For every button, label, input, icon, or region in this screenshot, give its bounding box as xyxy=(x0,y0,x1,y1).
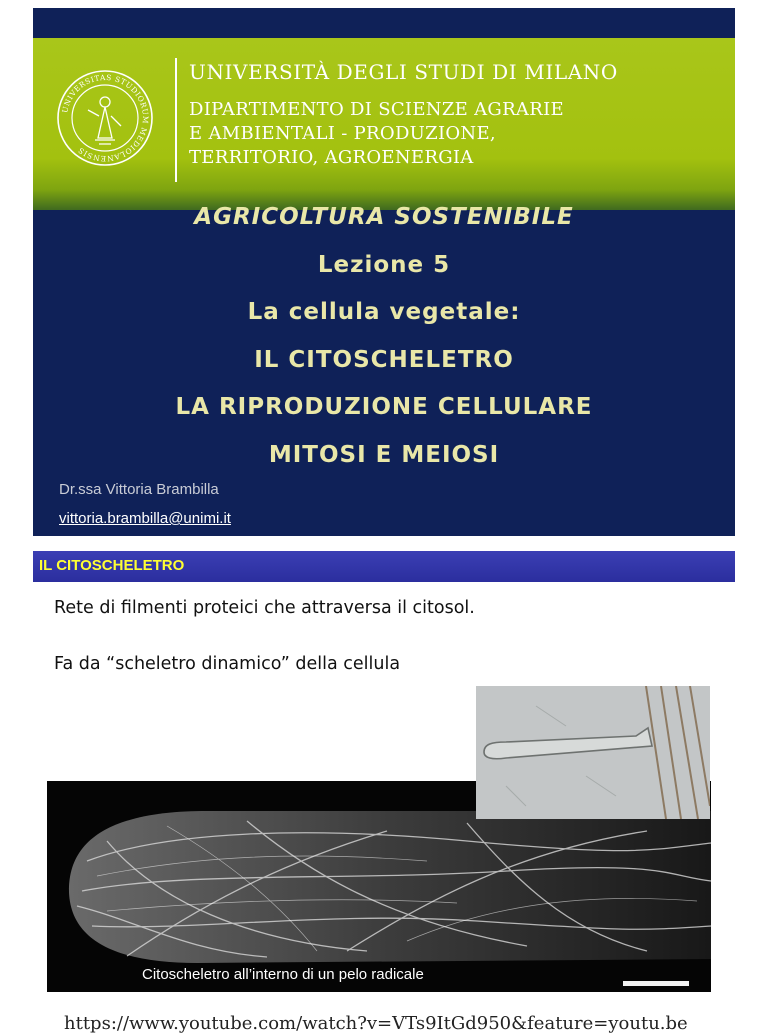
department-line: TERRITORIO, AGROENERGIA xyxy=(189,147,474,168)
lesson-subtitle: La cellula vegetale: xyxy=(247,299,521,325)
university-seal-logo xyxy=(55,68,155,168)
section-title: IL CITOSCHELETRO xyxy=(39,557,185,574)
department-line: DIPARTIMENTO DI SCIENZE AGRARIE xyxy=(189,99,564,120)
topic-reproduction: LA RIPRODUZIONE CELLULARE xyxy=(175,394,593,420)
university-name: UNIVERSITÀ DEGLI STUDI DI MILANO xyxy=(189,60,618,84)
author-email-link[interactable]: vittoria.brambilla@unimi.it xyxy=(59,510,231,527)
header-divider xyxy=(175,58,177,182)
lecture-titles xyxy=(33,201,735,486)
video-link[interactable]: https://www.youtube.com/watch?v=VTs9ItGd950&feature=youtu.be xyxy=(64,1013,688,1034)
course-title: AGRICOLTURA SOSTENIBILE xyxy=(194,204,574,230)
title-slide xyxy=(33,8,735,536)
image-caption: Citoscheletro all’interno di un pelo radicale xyxy=(142,966,424,983)
department-name xyxy=(189,98,564,170)
lesson-number: Lezione 5 xyxy=(317,251,451,278)
university-header-band xyxy=(33,38,735,210)
topic-cytoskeleton: IL CITOSCHELETRO xyxy=(254,346,514,373)
topic-mitosis-meiosis: MITOSI E MEIOSI xyxy=(268,441,500,468)
section-header-bar xyxy=(33,551,735,582)
scale-bar xyxy=(623,981,689,986)
bullet-text: Fa da “scheletro dinamico” della cellula xyxy=(54,654,401,674)
author-name: Dr.ssa Vittoria Brambilla xyxy=(59,481,219,498)
root-hair-brightfield-image xyxy=(476,686,710,819)
bullet-text: Rete di filmenti proteici che attraversa il citosol. xyxy=(54,598,475,618)
department-line: E AMBIENTALI - PRODUZIONE, xyxy=(189,123,496,144)
svg-text:UNIVERSITAS STUDIORUM MEDIOLAN: UNIVERSITAS STUDIORUM MEDIOLANENSIS xyxy=(60,72,151,164)
